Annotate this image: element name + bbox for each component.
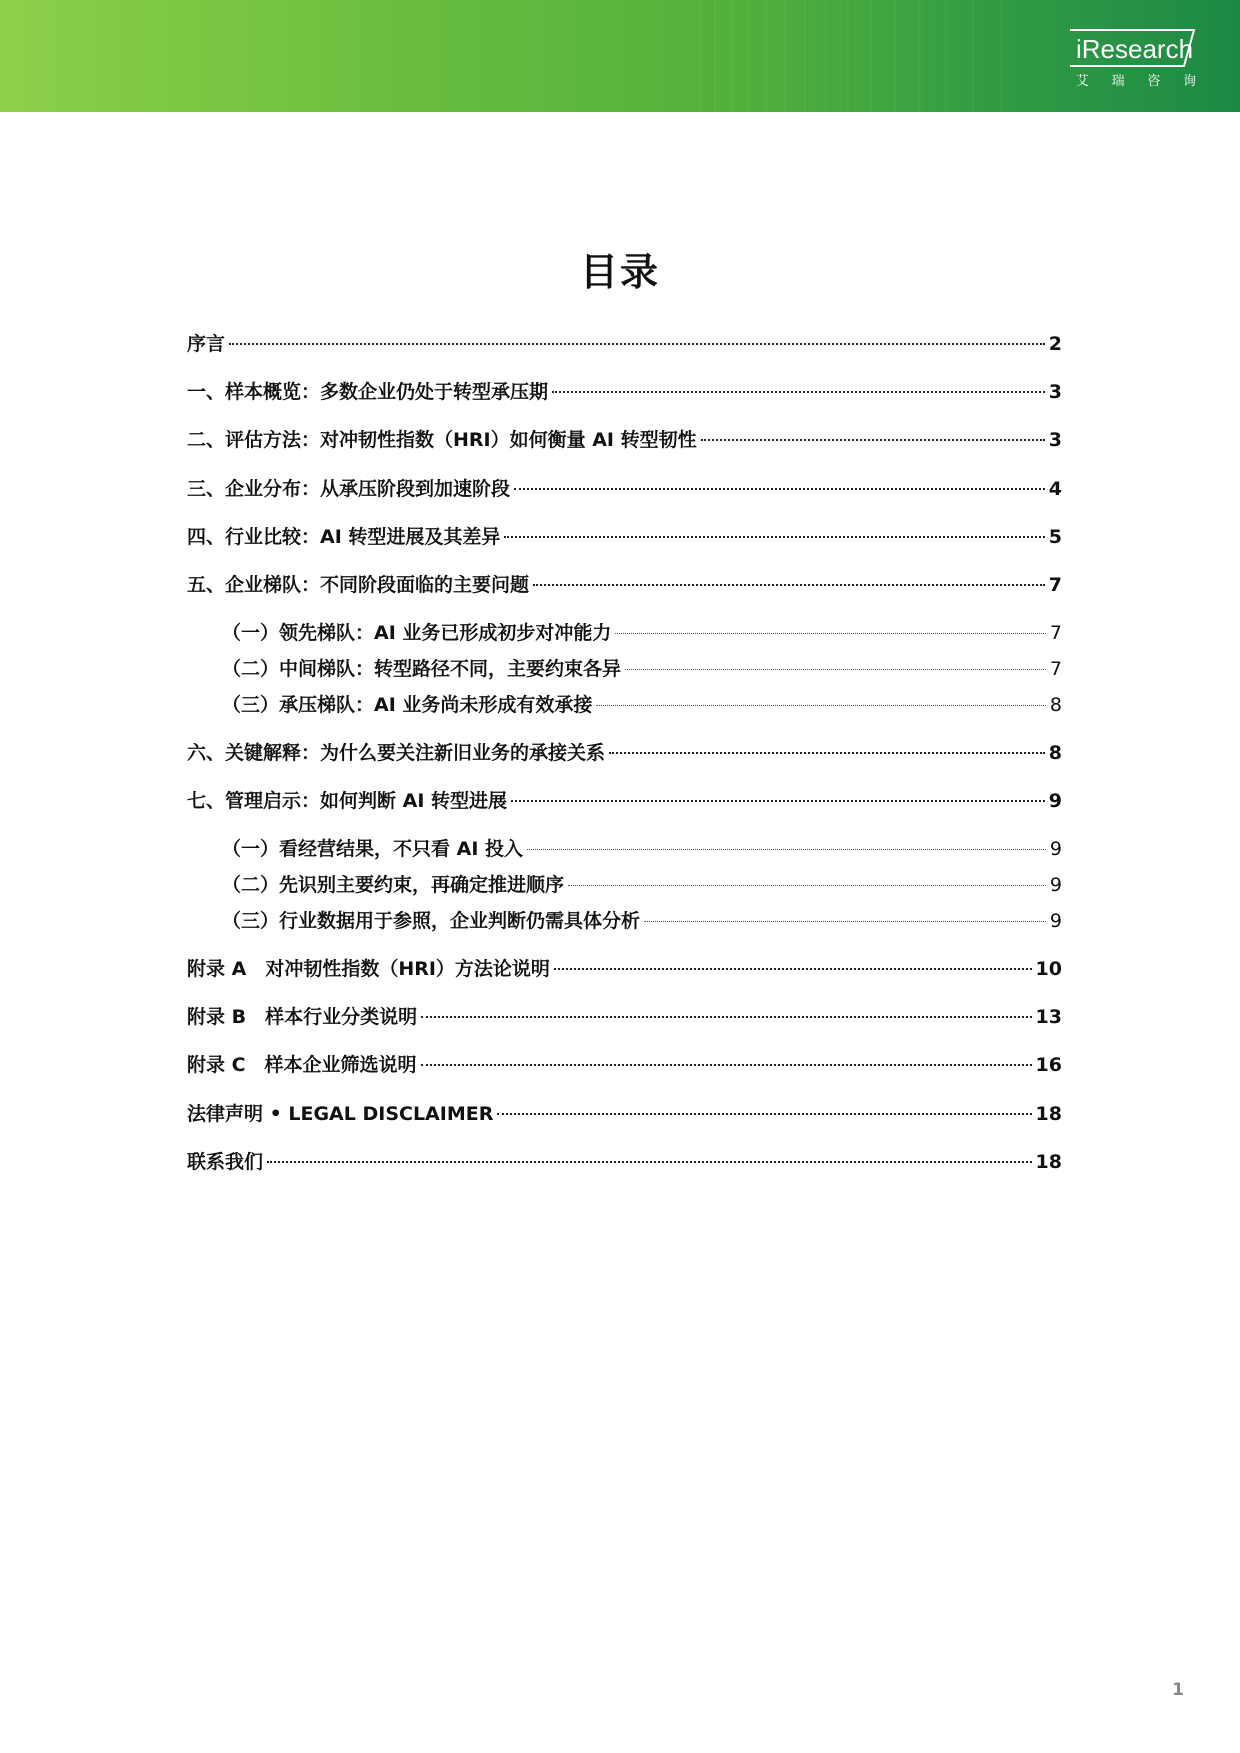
toc-entry[interactable] (187, 572, 1062, 598)
toc-page-number: 8 (1049, 694, 1062, 716)
toc-page-number: 2 (1048, 333, 1062, 355)
iresearch-logo (1064, 26, 1204, 96)
toc-label: 四、行业比较：AI 转型进展及其差异 (187, 526, 501, 548)
toc-label: 法律声明 • LEGAL DISCLAIMER (187, 1103, 494, 1125)
toc-page-number: 8 (1048, 742, 1062, 764)
toc-label: 附录 B 样本行业分类说明 (187, 1006, 418, 1028)
toc-entry[interactable] (187, 524, 1062, 550)
toc-label: 五、企业梯队：不同阶段面临的主要问题 (187, 574, 530, 596)
toc-page-number: 9 (1048, 790, 1062, 812)
toc-entry[interactable] (187, 331, 1062, 357)
logo-text: iResearch (1076, 34, 1194, 64)
toc-leader-dots (497, 1113, 1031, 1115)
toc-entry[interactable] (187, 956, 1062, 982)
toc-leader-dots (229, 343, 1045, 345)
toc-label: （一）看经营结果，不只看 AI 投入 (222, 838, 524, 860)
toc-subentry[interactable] (222, 872, 1062, 898)
toc-subentry[interactable] (222, 692, 1062, 718)
toc-label: 七、管理启示：如何判断 AI 转型进展 (187, 790, 508, 812)
toc-label: 附录 A 对冲韧性指数（HRI）方法论说明 (187, 958, 550, 980)
toc-page-number: 3 (1048, 429, 1062, 451)
toc-page-number: 4 (1048, 478, 1062, 500)
toc-page-number: 13 (1035, 1006, 1062, 1028)
toc-label: 一、样本概览：多数企业仍处于转型承压期 (187, 381, 549, 403)
toc-page-number: 9 (1049, 874, 1062, 896)
toc-leader-dots (533, 584, 1045, 586)
logo-subtitle (1076, 74, 1196, 90)
logo-sub-char: 咨 (1147, 74, 1161, 89)
toc-label: （二）中间梯队：转型路径不同，主要约束各异 (222, 658, 622, 680)
toc-page-number: 10 (1035, 958, 1062, 980)
toc-leader-dots (625, 669, 1046, 670)
page-number: 1 (1172, 1680, 1184, 1700)
toc-subentry[interactable] (222, 836, 1062, 862)
toc-leader-dots (609, 752, 1045, 754)
header-banner (0, 0, 1240, 112)
toc-entry[interactable] (187, 788, 1062, 814)
toc-leader-dots (701, 439, 1045, 441)
logo-sub-char: 询 (1182, 74, 1196, 89)
toc-page-number: 18 (1035, 1151, 1062, 1173)
banner-texture (0, 0, 1240, 112)
toc-label: 附录 C 样本企业筛选说明 (187, 1054, 417, 1076)
toc-page-number: 7 (1048, 574, 1062, 596)
page-title: 目录 (579, 250, 660, 294)
toc-label: 二、评估方法：对冲韧性指数（HRI）如何衡量 AI 转型韧性 (187, 429, 697, 451)
toc-page-number: 3 (1048, 381, 1062, 403)
toc-leader-dots (514, 488, 1045, 490)
toc-leader-dots (421, 1064, 1032, 1066)
toc-entry[interactable] (187, 1004, 1062, 1030)
toc-leader-dots (615, 633, 1046, 634)
toc-page-number: 5 (1048, 526, 1062, 548)
toc-entry[interactable] (187, 379, 1062, 405)
toc-leader-dots (267, 1161, 1032, 1163)
toc-entry[interactable] (187, 1052, 1062, 1078)
toc-label: （二）先识别主要约束，再确定推进顺序 (222, 874, 565, 896)
toc-page-number: 16 (1035, 1054, 1062, 1076)
toc-entry[interactable] (187, 740, 1062, 766)
toc-label: 序言 (187, 333, 226, 355)
toc-leader-dots (511, 800, 1045, 802)
toc-subentry[interactable] (222, 656, 1062, 682)
toc-entry[interactable] (187, 476, 1062, 502)
toc-label: 三、企业分布：从承压阶段到加速阶段 (187, 478, 511, 500)
toc-leader-dots (552, 391, 1045, 393)
toc-leader-dots (527, 849, 1046, 850)
toc-label: （一）领先梯队：AI 业务已形成初步对冲能力 (222, 622, 612, 644)
toc-subentry[interactable] (222, 620, 1062, 646)
logo-sub-char: 瑞 (1111, 74, 1125, 89)
toc-leader-dots (644, 921, 1046, 922)
toc-entry[interactable] (187, 427, 1062, 453)
toc-page-number: 18 (1035, 1103, 1062, 1125)
logo-sub-char: 艾 (1076, 74, 1090, 89)
toc-leader-dots (568, 885, 1046, 886)
toc-subentry[interactable] (222, 908, 1062, 934)
toc-leader-dots (504, 536, 1044, 538)
toc-page-number: 9 (1049, 838, 1062, 860)
toc-leader-dots (421, 1016, 1031, 1018)
toc-label: 六、关键解释：为什么要关注新旧业务的承接关系 (187, 742, 606, 764)
toc-page-number: 9 (1049, 910, 1062, 932)
toc-label: （三）承压梯队：AI 业务尚未形成有效承接 (222, 694, 593, 716)
toc-page-number: 7 (1049, 658, 1062, 680)
toc-label: 联系我们 (187, 1151, 264, 1173)
toc-leader-dots (596, 705, 1046, 706)
toc-page-number: 7 (1049, 622, 1062, 644)
toc-label: （三）行业数据用于参照，企业判断仍需具体分析 (222, 910, 641, 932)
toc-entry[interactable] (187, 1101, 1062, 1127)
toc-leader-dots (554, 968, 1032, 970)
toc-entry[interactable] (187, 1149, 1062, 1175)
